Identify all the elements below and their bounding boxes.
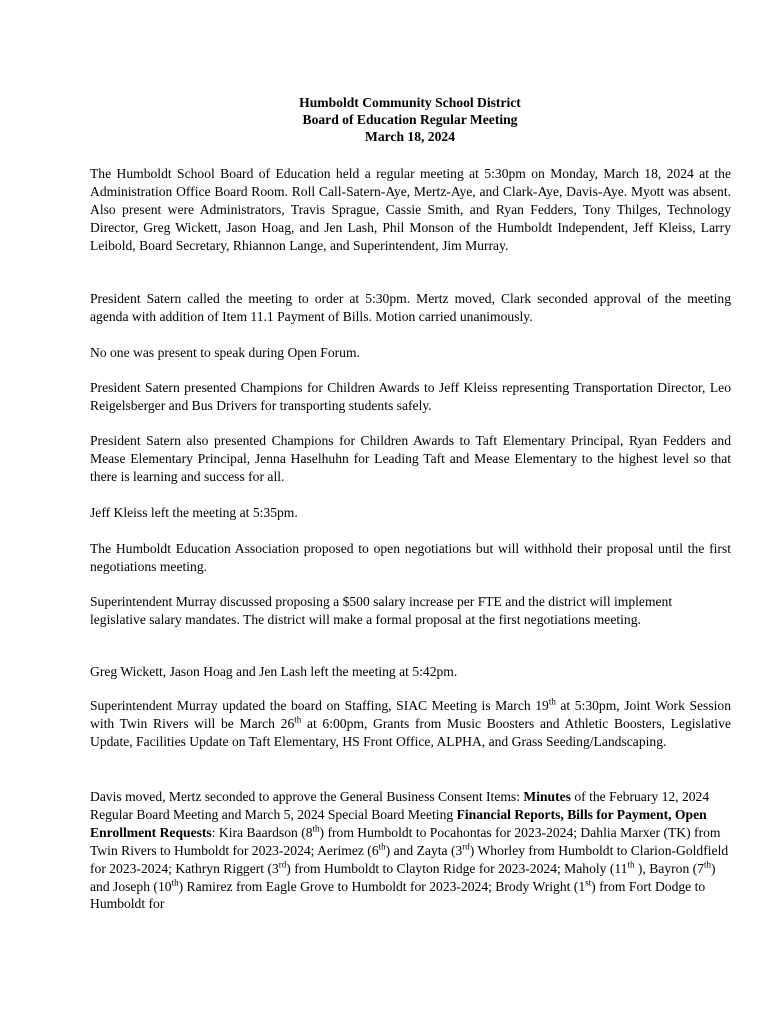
superscript: rd (462, 841, 470, 852)
paragraph-administrators-left: Greg Wickett, Jason Hoag and Jen Lash left the meeting at 5:42pm. (90, 664, 458, 679)
superscript: th (703, 859, 711, 870)
paragraph-salary-proposal: Superintendent Murray discussed proposing a $500 salary increase per FTE and the district will implement legislative salary mandates. The district will make a formal proposal at the first negotiations meeting. (90, 594, 673, 627)
meeting-title: Board of Education Regular Meeting (302, 112, 518, 127)
paragraph-consent-items (90, 788, 731, 913)
district-title: Humboldt Community School District (299, 95, 521, 110)
paragraph-superintendent-update (90, 697, 731, 751)
bold-text: Financial Reports, Bills for Payment, Open Enrollment Requests (90, 806, 707, 840)
text-run: ) Ramirez from Eagle Grove to Humboldt for 2023-2024; Brody Wright (1 (178, 878, 586, 894)
paragraph-awards-transportation: President Satern presented Champions for Children Awards to Jeff Kleiss representing Transportation Director, Leo Reigelsberger and Bus Drivers for transporting students safely. (90, 380, 731, 413)
text-run: at 5:30pm, Joint Work Session with Twin Rivers will be March 26 (90, 698, 731, 731)
paragraph-awards-principals: President Satern also presented Champions for Children Awards to Taft Elementary Principal, Ryan Fedders and Mease Elementary Principal, Jenna Haselhuhn for Leading Taft and Mease Elementary to the highest level so that there is learning and success for all. (90, 433, 731, 484)
text-run: ) Whorley from Humboldt to Clarion-Goldfield for 2023-2024; Kathryn Riggert (3 (90, 842, 729, 876)
superscript: th (171, 877, 179, 887)
text-run: ), Bayron (7 (634, 860, 704, 876)
document-header (90, 94, 730, 145)
superscript: th (627, 859, 635, 870)
text-run: ) and Zayta (3 (385, 842, 463, 858)
superscript: st (585, 877, 592, 887)
paragraph-call-to-order: President Satern called the meeting to order at 5:30pm. Mertz moved, Clark seconded approval of the meeting agenda with addition of Item 11.1 Payment of Bills. Motion carried unanimously. (90, 291, 731, 324)
superscript: th (548, 696, 556, 707)
text-run: ) from Humboldt to Clayton Ridge for 2023-2024; Maholy (11 (286, 860, 628, 876)
paragraph-kleiss-left: Jeff Kleiss left the meeting at 5:35pm. (90, 505, 298, 520)
superscript: th (294, 714, 302, 725)
text-run: ) from Humboldt to Pocahontas for 2023-2024; Dahlia Marxer (TK) from Twin Rivers to Humboldt for 2023-2024; Aerimez (6 (90, 824, 721, 858)
superscript: th (378, 841, 386, 852)
meeting-date: March 18, 2024 (365, 129, 455, 144)
paragraph-roll-call: The Humboldt School Board of Education held a regular meeting at 5:30pm on Monday, March 18, 2024 at the Administration Office Board Room. Roll Call-Satern-Aye, Mertz-Aye, and Clark-Aye, Davis-Aye. Myott was absent. Also present were Administrators, Travis Sprague, Cassie Smith, and Ryan Fedders, Tony Thilges, Technology Director, Greg Wickett, Jason Hoag, and Jen Lash, Phil Monson of the Humboldt Independent, Jeff Kleiss, Larry Leibold, Board Secretary, Rhiannon Lange, and Superintendent, Jim Murray. (90, 166, 731, 253)
superscript: rd (278, 859, 287, 870)
text-run: at 6:00pm, Grants from Music Boosters and Athletic Boosters, Legislative Update, Facilities Update on Taft Elementary, HS Front Office, ALPHA, and Grass Seeding/Landscaping. (90, 715, 731, 749)
text-run: ) from Fort Dodge to Humboldt for (90, 878, 706, 912)
text-run: ) and Joseph (10 (90, 860, 716, 894)
paragraph-open-forum: No one was present to speak during Open Forum. (90, 345, 360, 360)
text-run: Davis moved, Mertz seconded to approve the General Business Consent Items: (90, 789, 524, 804)
text-run: Superintendent Murray updated the board on Staffing, SIAC Meeting is March 19 (90, 698, 549, 713)
text-run: of the February 12, 2024 Regular Board Meeting and March 5, 2024 Special Board Meeting (90, 789, 710, 822)
text-run: : Kira Baardson (8 (211, 824, 313, 840)
paragraph-education-association: The Humboldt Education Association proposed to open negotiations but will withhold their proposal until the first negotiations meeting. (90, 541, 731, 574)
bold-text: Minutes (523, 789, 571, 804)
superscript: th (312, 823, 320, 834)
